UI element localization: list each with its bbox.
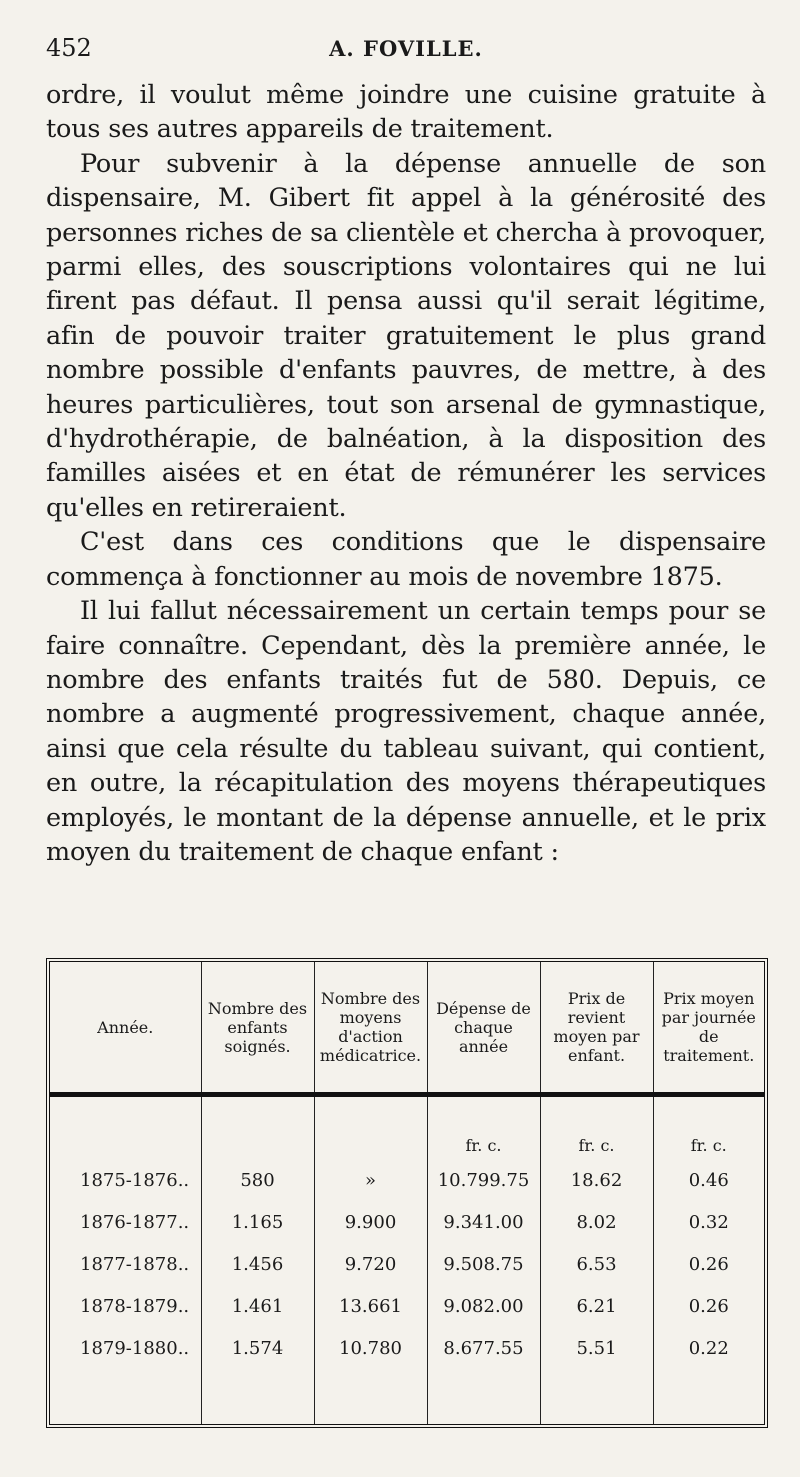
cell-cost-per-day: 0.32	[653, 1201, 764, 1243]
paragraph: Pour subvenir à la dépense annuelle de son dispensaire, M. Gibert fit appel à la générosité des personnes riches de sa clientèle et chercha à provoquer, parmi elles, des souscriptions volontaires qui ne lui firent pas défaut. Il pensa aussi qu'il serait légitime, afin de pouvoir traiter gratuitement le plus grand nombre possible d'enfants pauvres, de mettre, à des heures particulières, tout son arsenal de gymnastique, d'hydrothérapie, de balnéation, à la disposition des familles aisées et en état de rémunérer les services qu'elles en retireraient.	[46, 148, 766, 523]
unit-cell	[50, 1095, 201, 1160]
cell-year: 1879-1880..	[80, 1337, 190, 1359]
running-head: A. FOVILLE.	[329, 36, 483, 61]
cell-cost-per-child: 8.02	[540, 1201, 653, 1243]
table-row	[50, 1327, 764, 1369]
table-row	[50, 1243, 764, 1285]
page-number: 452	[46, 34, 92, 62]
cell-cost-per-child: 6.53	[540, 1243, 653, 1285]
unit-cell: fr. c.	[540, 1095, 653, 1160]
cell-means: 9.900	[314, 1201, 427, 1243]
table-header-row	[50, 962, 764, 1095]
cell-cost-per-day: 0.22	[653, 1327, 764, 1369]
cell-year: 1877-1878..	[80, 1253, 190, 1275]
cell-expense: 10.799.75	[427, 1159, 540, 1201]
empty-cell	[427, 1369, 540, 1424]
table-row	[50, 1201, 764, 1243]
paragraph: Il lui fallut nécessairement un certain temps pour se faire connaître. Cependant, dès la première année, le nombre des enfants traités fut de 580. Depuis, ce nombre a augmenté progressivement, chaque année, ainsi que cela résulte du tableau suivant, qui contient, en outre, la récapitulation des moyens thérapeutiques employés, le montant de la dépense annuelle, et le prix moyen du traitement de chaque enfant :	[46, 596, 766, 867]
cell-year: 1875-1876..	[80, 1169, 190, 1191]
cell-cost-per-child: 18.62	[540, 1159, 653, 1201]
column-header-cost-per-child: Prix de revient moyen par enfant.	[540, 962, 653, 1095]
cell-expense: 8.677.55	[427, 1327, 540, 1369]
cell-means: 9.720	[314, 1243, 427, 1285]
column-header-means: Nombre des moyens d'action médicatrice.	[314, 962, 427, 1095]
unit-cell	[201, 1095, 314, 1160]
column-header-expense: Dépense de chaque année	[427, 962, 540, 1095]
cell-year: 1878-1879..	[80, 1295, 190, 1317]
cell-means: »	[314, 1159, 427, 1201]
table-row	[50, 1285, 764, 1327]
cell-children: 1.456	[201, 1243, 314, 1285]
empty-cell	[653, 1369, 764, 1424]
table-filler-row	[50, 1369, 764, 1424]
empty-cell	[50, 1369, 201, 1424]
cell-expense: 9.508.75	[427, 1243, 540, 1285]
cell-children: 1.165	[201, 1201, 314, 1243]
cell-cost-per-day: 0.26	[653, 1285, 764, 1327]
body-text	[46, 78, 766, 869]
cell-children: 580	[201, 1159, 314, 1201]
table-row	[50, 1159, 764, 1201]
cell-children: 1.461	[201, 1285, 314, 1327]
column-header-year: Année.	[50, 962, 201, 1095]
cell-means: 10.780	[314, 1327, 427, 1369]
cell-year: 1876-1877..	[80, 1211, 190, 1233]
cell-children: 1.574	[201, 1327, 314, 1369]
statistics-table	[46, 958, 768, 1428]
units-row	[50, 1095, 764, 1160]
cell-cost-per-day: 0.26	[653, 1243, 764, 1285]
column-header-cost-per-day: Prix moyen par journée de traitement.	[653, 962, 764, 1095]
cell-cost-per-day: 0.46	[653, 1159, 764, 1201]
empty-cell	[314, 1369, 427, 1424]
unit-cell: fr. c.	[653, 1095, 764, 1160]
data-table	[50, 962, 764, 1424]
empty-cell	[201, 1369, 314, 1424]
cell-means: 13.661	[314, 1285, 427, 1327]
cell-expense: 9.082.00	[427, 1285, 540, 1327]
cell-cost-per-child: 5.51	[540, 1327, 653, 1369]
paragraph: C'est dans ces conditions que le dispensaire commença à fonctionner au mois de novembre 1875.	[46, 527, 766, 592]
cell-expense: 9.341.00	[427, 1201, 540, 1243]
paragraph: ordre, il voulut même joindre une cuisine gratuite à tous ses autres appareils de traitement.	[46, 80, 766, 145]
cell-cost-per-child: 6.21	[540, 1285, 653, 1327]
unit-cell	[314, 1095, 427, 1160]
empty-cell	[540, 1369, 653, 1424]
page-header	[46, 34, 766, 74]
column-header-children: Nombre des enfants soignés.	[201, 962, 314, 1095]
unit-cell: fr. c.	[427, 1095, 540, 1160]
